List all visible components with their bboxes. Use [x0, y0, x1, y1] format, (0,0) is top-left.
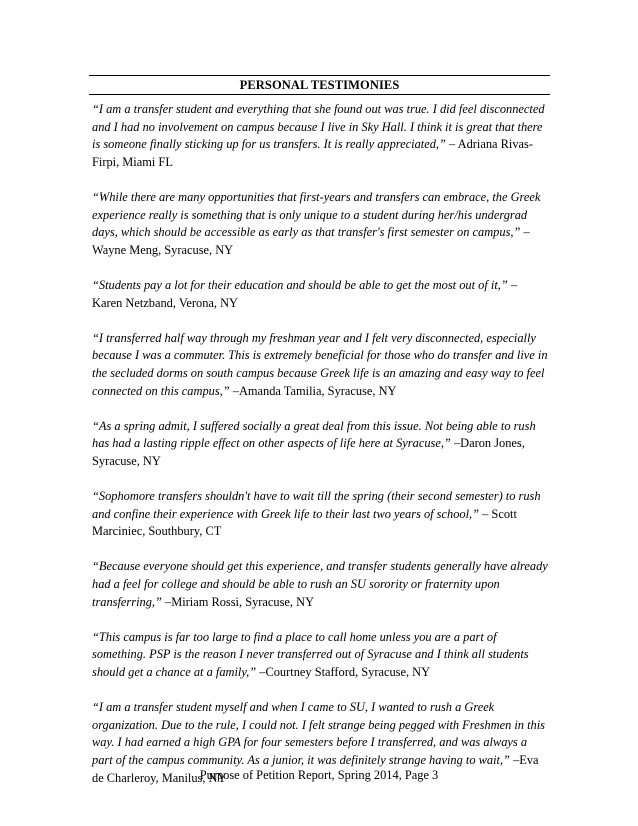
testimony-quote: “As a spring admit, I suffered socially a great deal from this issue. Not being able to rush has had a lasting ripple effect on other aspects of life here at Syracuse,” — [92, 418, 536, 451]
page-title: PERSONAL TESTIMONIES — [239, 78, 400, 92]
testimony-quote: “Sophomore transfers shouldn't have to wait till the spring (their second semester) to rush and confine their experience with Greek life to their last two years of school,” — [92, 489, 541, 521]
testimony-author: –Wayne Meng, Syracuse, NY — [92, 225, 530, 257]
page-footer: Purpose of Petition Report, Spring 2014, Page 3 — [199, 768, 439, 782]
testimony-item — [92, 418, 550, 471]
testimony-quote: “While there are many opportunities that first-years and transfers can embrace, the Greek experience really is something that is only unique to a student during her/his undergrad days, which should be accessible as early as that transfer's first semester on campus,” — [92, 189, 541, 240]
testimony-item — [92, 330, 550, 400]
testimony-author: –Miriam Rossi, Syracuse, NY — [165, 594, 315, 609]
testimony-author: –Daron Jones, Syracuse, NY — [92, 436, 525, 468]
testimony-author: –Amanda Tamilia, Syracuse, NY — [232, 383, 397, 398]
testimony-item — [92, 277, 550, 312]
testimony-item — [92, 189, 550, 259]
testimony-quote: “I transferred half way through my freshman year and I felt very disconnected, especially because I was a commuter. This is extremely beneficial for those who do transfer and live in the secluded dorms on south campus because Greek life is an amazing and easy way to feel connected on this campus,” — [92, 330, 548, 398]
testimony-author: – Karen Netzband, Verona, NY — [92, 277, 518, 310]
testimony-quote: “I am a transfer student myself and when I came to SU, I wanted to rush a Greek organization. Due to the rule, I could not. I felt strange being pegged with Freshmen in this way. I had earned a high GPA for four semesters before I transferred, and was always a part of the campus community. As a junior, it was definitely strange having to wait,” — [92, 700, 546, 767]
testimony-item — [92, 629, 550, 682]
testimony-item — [92, 558, 550, 611]
testimony-item — [92, 488, 550, 541]
testimony-author: – Adriana Rivas-Firpi, Miami FL — [92, 137, 533, 169]
testimony-author: – Scott Marciniec, Southbury, CT — [92, 506, 517, 539]
testimony-quote: “I am a transfer student and everything that she found out was true. I did feel disconnected and I had no involvement on campus because I live in Sky Hall. I think it is great that there is someone finally sticking up for us transfers. It is really appreciated,” — [92, 102, 545, 152]
testimony-list — [92, 101, 550, 805]
title-rule-block — [89, 75, 550, 95]
testimony-quote: “Students pay a lot for their education and should be able to get the most out of it,” — [92, 277, 508, 292]
testimony-item — [92, 101, 550, 171]
testimony-quote: “This campus is far too large to find a place to call home unless you are a part of something. PSP is the reason I never transferred out of Syracuse and I think all students should get a chance at a family,” — [92, 629, 529, 679]
testimony-author: –Eva de Charleroy, Manilus, NY — [92, 752, 539, 785]
testimony-author: –Courtney Stafford, Syracuse, NY — [259, 665, 431, 679]
testimony-quote: “Because everyone should get this experience, and transfer students generally have already had a feel for college and should be able to rush an SU sorority or fraternity upon transferring,” — [92, 559, 548, 609]
